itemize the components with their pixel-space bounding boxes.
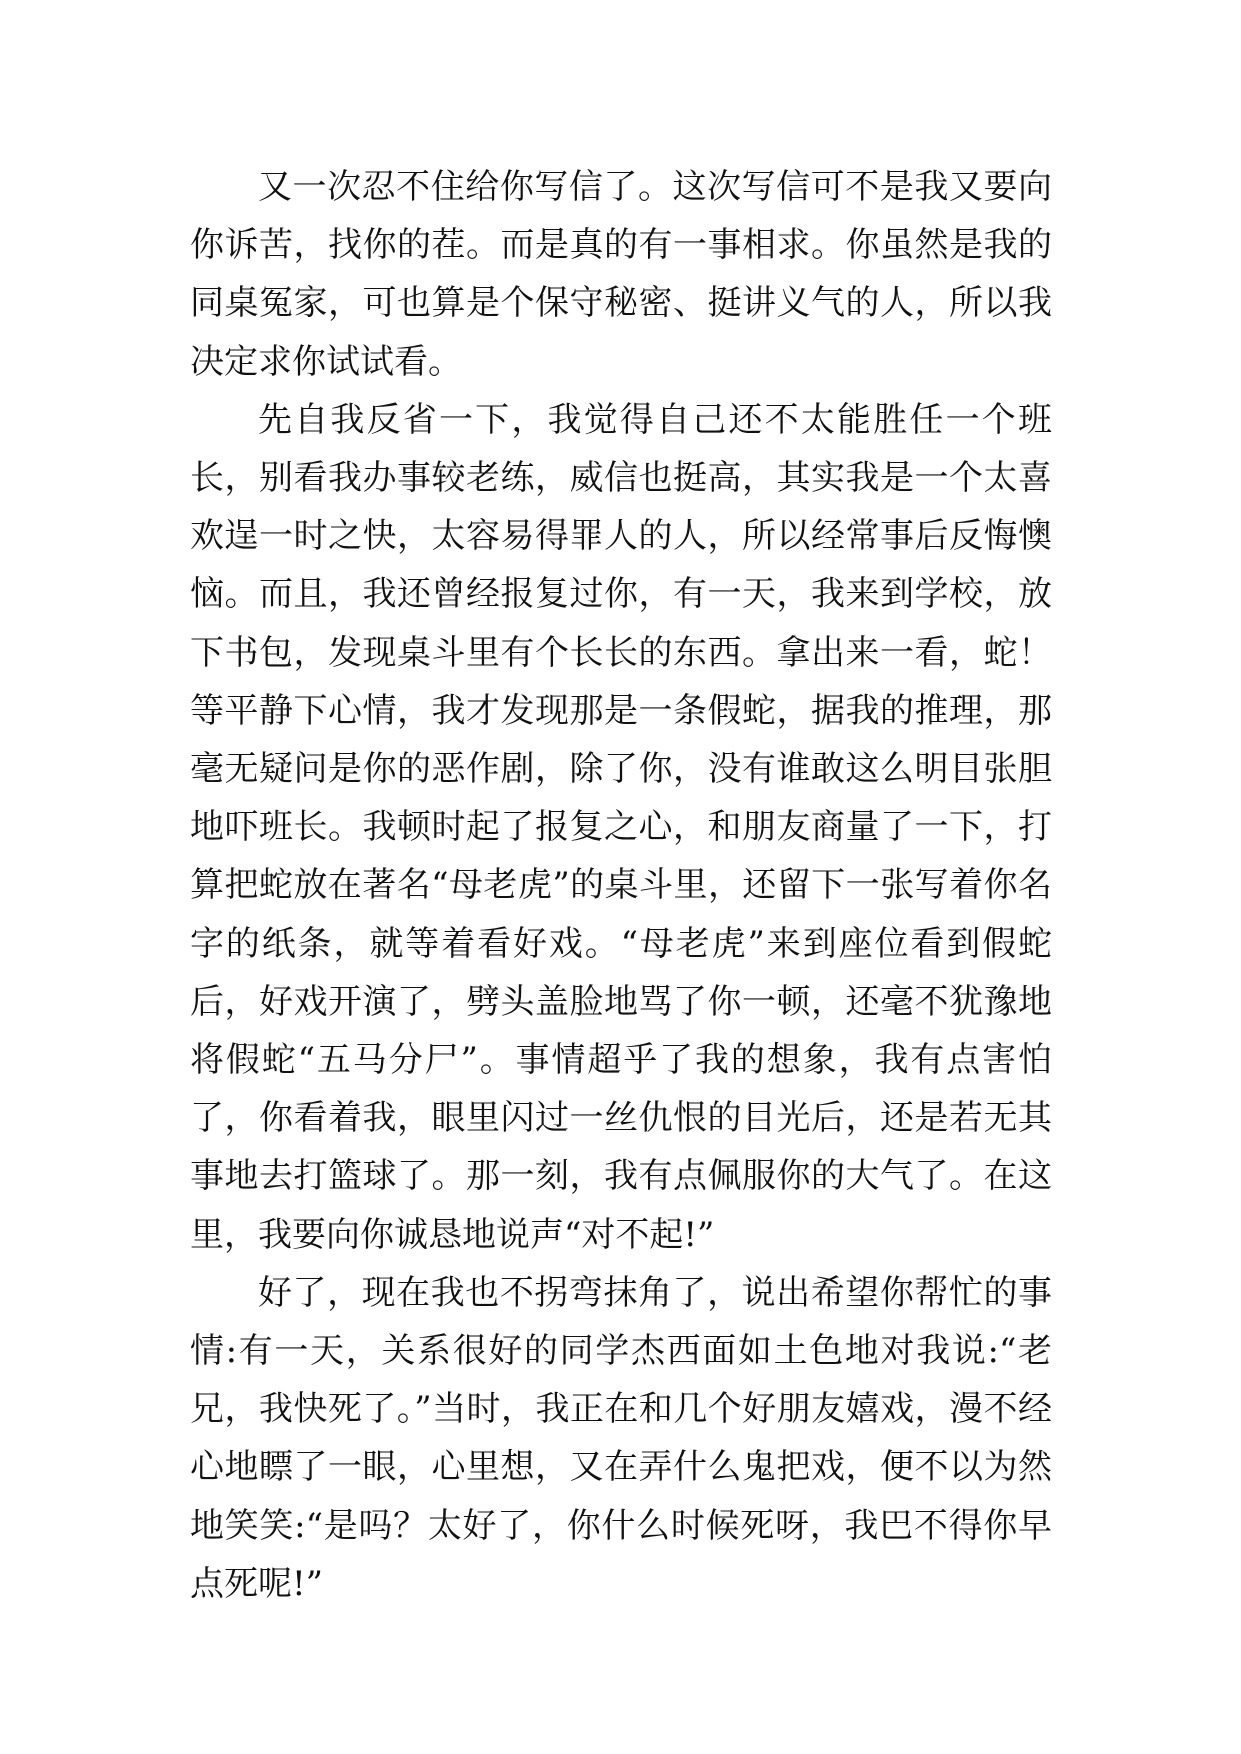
paragraph-3: 好了，现在我也不拐弯抹角了，说出希望你帮忙的事情:有一天，关系很好的同学杰西面如土色地对我说:“老兄，我快死了。”当时，我正在和几个好朋友嬉戏，漫不经心地瞟了一眼，心里想，又在弄什么鬼把戏，便不以为然地笑笑:“是吗？太好了，你什么时候死呀，我巴不得你早点死呢!” [190,1272,1052,1604]
paragraph-2: 先自我反省一下，我觉得自己还不太能胜任一个班长，别看我办事较老练，威信也挺高，其实我是一个太喜欢逞一时之快，太容易得罪人的人，所以经常事后反悔懊恼。而且，我还曾经报复过你，有一天，我来到学校，放下书包，发现桌斗里有个长长的东西。拿出来一看，蛇！等平静下心情，我才发现那是一条假蛇，据我的推理，那毫无疑问是你的恶作剧，除了你，没有谁敢这么明目张胆地吓班长。我顿时起了报复之心，和朋友商量了一下，打算把蛇放在著名“母老虎”的桌斗里，还留下一张写着你名字的纸条，就等着看好戏。“母老虎”来到座位看到假蛇后，好戏开演了，劈头盖脸地骂了你一顿，还毫不犹豫地将假蛇“五马分尸”。事情超乎了我的想象，我有点害怕了，你看着我，眼里闪过一丝仇恨的目光后，还是若无其事地去打篮球了。那一刻，我有点佩服你的大气了。在这里，我要向你诚恳地说声“对不起!” [190,399,1052,1255]
paragraph-1: 又一次忍不住给你写信了。这次写信可不是我又要向你诉苦，找你的茬。而是真的有一事相求。你虽然是我的同桌冤家，可也算是个保守秘密、挺讲义气的人，所以我决定求你试试看。 [190,167,1052,382]
letter-body [190,158,1052,1613]
